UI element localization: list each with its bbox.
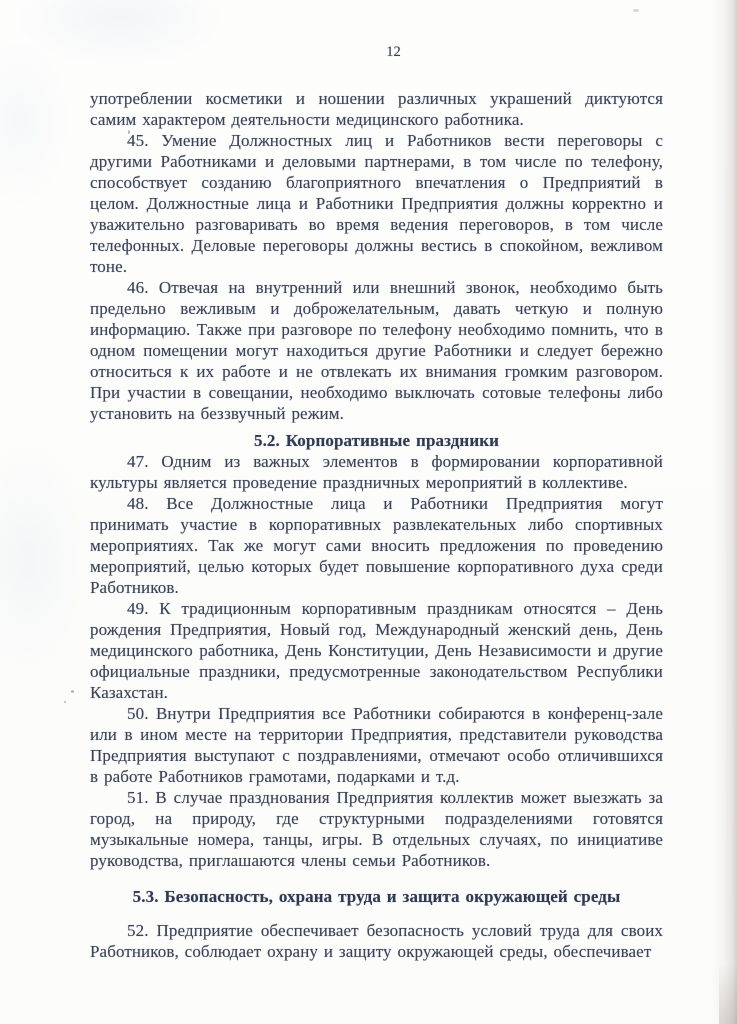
scan-speck xyxy=(633,9,639,12)
text-column xyxy=(90,88,663,962)
scan-corner-shadow xyxy=(719,964,737,1024)
scan-speck xyxy=(64,701,66,703)
scan-edge-shadow xyxy=(711,0,737,1024)
body-paragraph-52: 52. Предприятие обеспечивает безопасность условий труда для своих Работников, соблюдает охрану и защиту окружающей среды, обеспечивает xyxy=(90,921,663,961)
section-heading-5-2: 5.2. Корпоративные праздники xyxy=(253,431,500,450)
body-paragraph-48: 48. Все Должностные лица и Работники Предприятия могут принимать участие в корпоративных развлекательных либо спортивных мероприятиях. Так же могут сами вносить предложения по проведению мероприятий, целью которых будет повышение корпоративного духа среди Работников. xyxy=(90,494,663,597)
scan-speck xyxy=(128,130,130,134)
scan-speck xyxy=(71,690,74,693)
body-paragraph-51: 51. В случае празднования Предприятия коллектив может выезжать за город, на природу, где структурными подразделениями готовятся музыкальные номера, танцы, игры. В отдельных случаях, по инициативе руководства, приглашаются члены семьи Работников. xyxy=(90,788,663,870)
body-paragraph-continuation: употреблении косметики и ношении различных украшений диктуются самим характером деятельности медицинского работника. xyxy=(90,89,663,129)
section-heading-5-3: 5.3. Безопасность, охрана труда и защита окружающей среды xyxy=(132,887,621,906)
page-number: 12 xyxy=(386,44,401,60)
body-paragraph-45: 45. Умение Должностных лиц и Работников вести переговоры с другими Работниками и деловыми партнерами, в том числе по телефону, способствует созданию благоприятного впечатления о Предприятий в целом. Должностные лица и Работники Предприятия должны корректно и уважительно разговаривать во время ведения переговоров, в том числе телефонных. Деловые переговоры должны вестись в спокойном, вежливом тоне. xyxy=(90,131,663,276)
body-paragraph-46: 46. Отвечая на внутренний или внешний звонок, необходимо быть предельно вежливым и доброжелательным, давать четкую и полную информацию. Также при разговоре по телефону необходимо помнить, что в одном помещении могут находиться другие Работники и следует бережно относиться к их работе и не отвлекать их внимания громким разговором. При участии в совещании, необходимо выключать сотовые телефоны либо установить на беззвучный режим. xyxy=(90,278,663,423)
body-paragraph-49: 49. К традиционным корпоративным праздникам относятся – День рождения Предприятия, Новый год, Международный женский день, День медицинского работника, День Конституции, День Независимости и другие официальные праздники, предусмотренные законодательством Республики Казахстан. xyxy=(90,599,663,702)
body-paragraph-47: 47. Одним из важных элементов в формировании корпоративной культуры является проведение праздничных мероприятий в коллективе. xyxy=(90,452,663,492)
body-paragraph-50: 50. Внутри Предприятия все Работники собираются в конференц-зале или в ином месте на территории Предприятия, представители руководства Предприятия выступают с поздравлениями, отмечают особо отличившихся в работе Работников грамотами, подарками и т.д. xyxy=(90,704,663,786)
